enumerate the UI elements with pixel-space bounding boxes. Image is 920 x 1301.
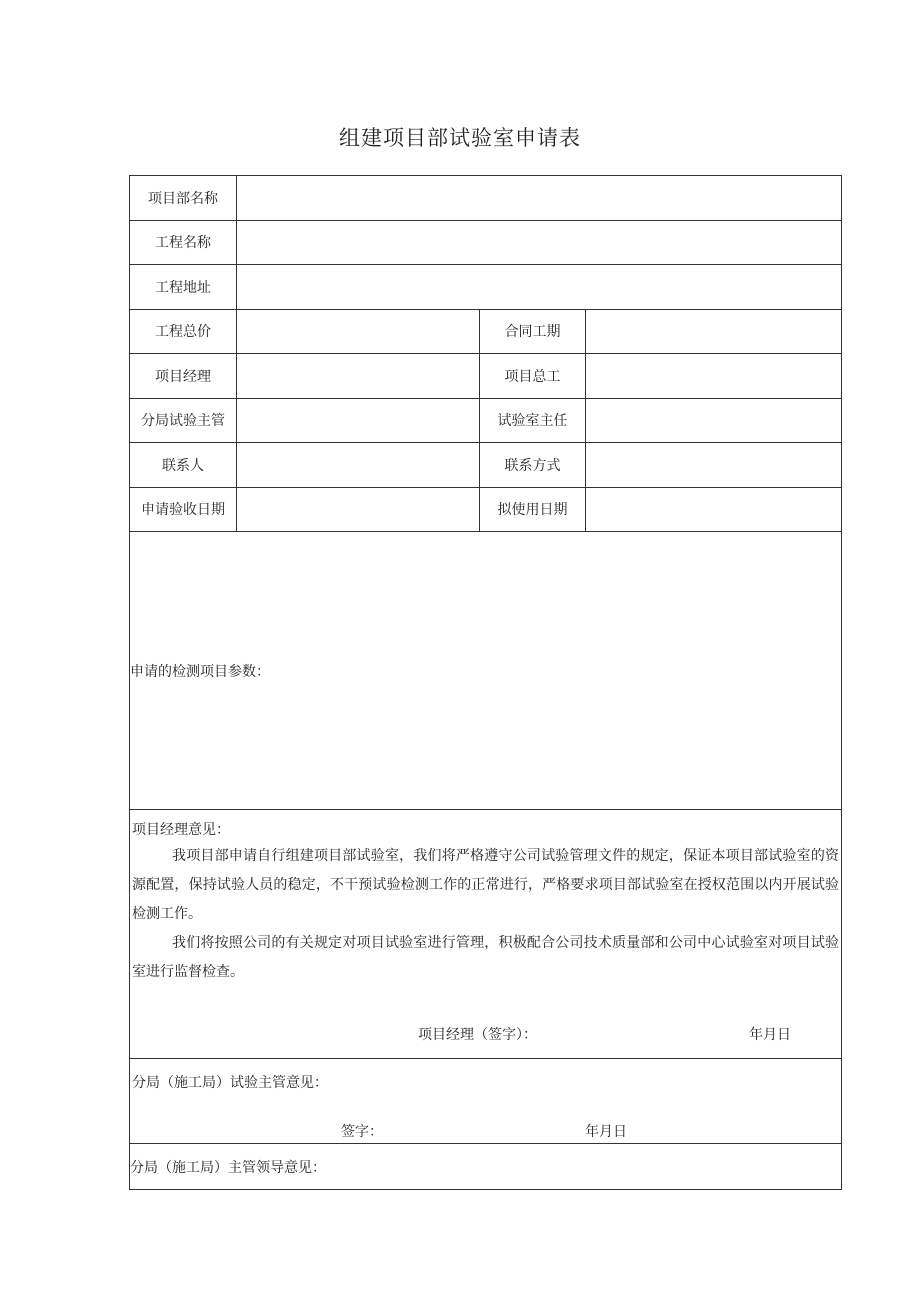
pm-opinion-section xyxy=(130,810,842,1059)
form-row-contact xyxy=(130,443,842,488)
pm-signature-label: 项目经理（签字）： xyxy=(418,1027,537,1043)
form-row-project-manager xyxy=(130,354,842,399)
field-value-total-price[interactable] xyxy=(237,309,480,354)
field-label-planned-use-date: 拟使用日期 xyxy=(480,487,586,532)
field-value-project-name[interactable] xyxy=(237,220,842,265)
pm-opinion-body xyxy=(132,842,839,987)
branch-signature-date: 年月日 xyxy=(585,1124,627,1140)
field-value-planned-use-date[interactable] xyxy=(586,487,842,532)
field-value-contact-method[interactable] xyxy=(586,443,842,488)
pm-opinion-paragraph-1: 我项目部申请自行组建项目部试验室，我们将严格遵守公司试验管理文件的规定，保证本项目部试验室的资源配置，保持试验人员的稳定，不干预试验检测工作的正常进行，严格要求项目部试验室在授权范围以内开展试验检测工作。 xyxy=(132,848,840,922)
field-value-chief-engineer[interactable] xyxy=(586,354,842,399)
form-row-project-address xyxy=(130,265,842,310)
pm-signature-date: 年月日 xyxy=(749,1027,791,1043)
field-label-test-supervisor: 分局试验主管 xyxy=(130,398,237,443)
branch-opinion-heading: 分局（施工局）试验主管意见： xyxy=(132,1075,328,1091)
form-row-project-dept-name xyxy=(130,176,842,221)
form-title: 组建项目部试验室申请表 xyxy=(339,126,581,150)
field-label-chief-engineer: 项目总工 xyxy=(480,354,586,399)
field-value-lab-director[interactable] xyxy=(586,398,842,443)
test-params-section[interactable] xyxy=(130,532,842,810)
field-value-contract-period[interactable] xyxy=(586,309,842,354)
field-label-acceptance-date: 申请验收日期 xyxy=(130,487,237,532)
field-label-contact-method: 联系方式 xyxy=(480,443,586,488)
field-value-contact-person[interactable] xyxy=(237,443,480,488)
application-form-table xyxy=(129,175,842,1190)
leader-opinion-heading: 分局（施工局）主管领导意见： xyxy=(130,1159,326,1176)
field-label-total-price: 工程总价 xyxy=(130,309,237,354)
field-label-contract-period: 合同工期 xyxy=(480,309,586,354)
field-label-contact-person: 联系人 xyxy=(130,443,237,488)
pm-opinion-paragraph-2: 我们将按照公司的有关规定对项目试验室进行管理，积极配合公司技术质量部和公司中心试验室对项目试验室进行监督检查。 xyxy=(132,935,840,980)
form-row-dates xyxy=(130,487,842,532)
form-row-branch-opinion xyxy=(130,1059,842,1144)
field-value-test-supervisor[interactable] xyxy=(237,398,480,443)
field-value-project-manager[interactable] xyxy=(237,354,480,399)
form-row-total-price xyxy=(130,309,842,354)
form-row-pm-opinion xyxy=(130,810,842,1059)
field-label-lab-director: 试验室主任 xyxy=(480,398,586,443)
branch-leader-opinion-section xyxy=(130,1144,842,1190)
form-row-test-supervisor xyxy=(130,398,842,443)
branch-signature-label: 签字： xyxy=(341,1124,383,1140)
form-row-test-params xyxy=(130,532,842,810)
form-row-leader-opinion xyxy=(130,1144,842,1190)
pm-opinion-heading: 项目经理意见： xyxy=(132,822,230,838)
test-params-label: 申请的检测项目参数： xyxy=(130,663,270,680)
field-label-project-dept-name: 项目部名称 xyxy=(130,176,237,221)
field-value-project-address[interactable] xyxy=(237,265,842,310)
field-label-project-manager: 项目经理 xyxy=(130,354,237,399)
field-value-acceptance-date[interactable] xyxy=(237,487,480,532)
branch-test-supervisor-opinion-section xyxy=(130,1059,842,1144)
field-label-project-name: 工程名称 xyxy=(130,220,237,265)
field-label-project-address: 工程地址 xyxy=(130,265,237,310)
field-value-project-dept-name[interactable] xyxy=(237,176,842,221)
form-row-project-name xyxy=(130,220,842,265)
